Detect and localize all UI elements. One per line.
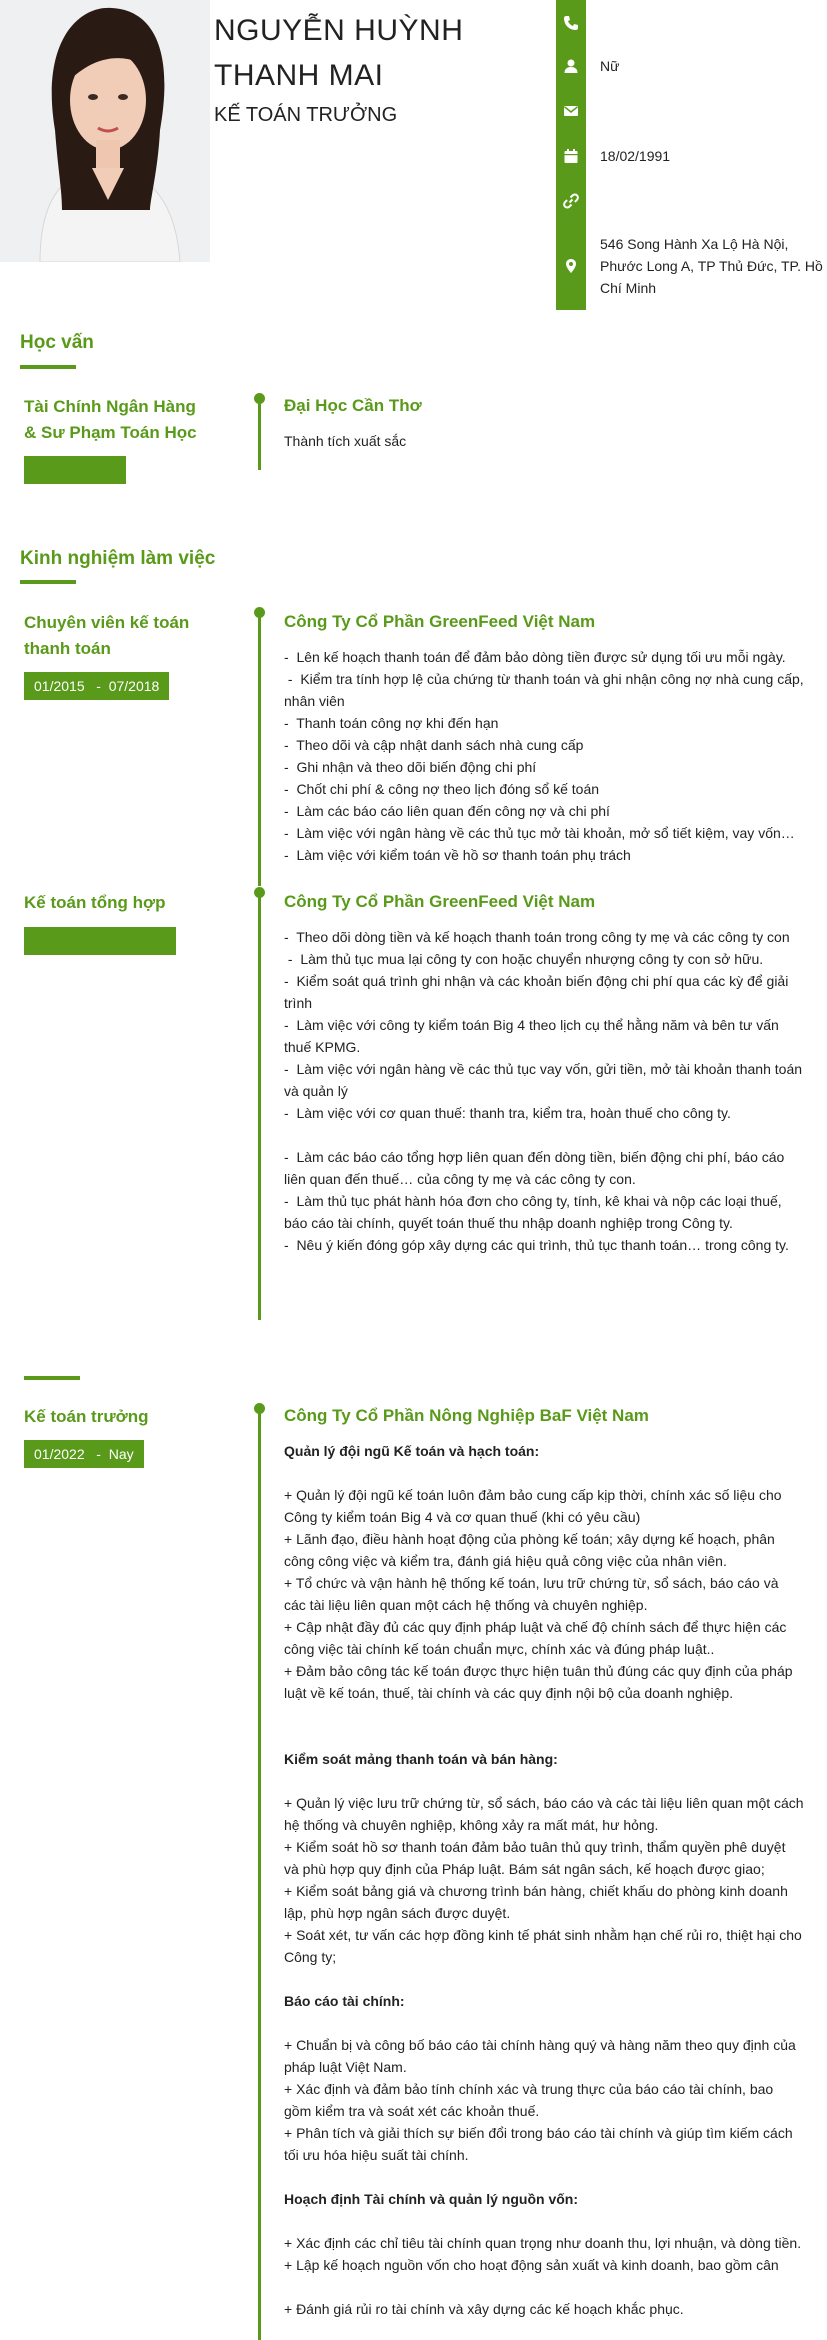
job-position: Chuyên viên kế toán thanh toán [24,613,190,658]
job-description-line: + Đảm bảo công tác kế toán được thực hiện tuân thủ đúng các quy định của pháp luật về kế toán, thuế, tài chính và các quy định nội bộ của doanh nghiệp. [284,1663,797,1701]
job-description-line [284,2276,804,2298]
job-description-line: - Làm các báo cáo tổng hợp liên quan đến dòng tiền, biến động chi phí, báo cáo liên quan đến thuế… của công ty mẹ và các công ty con. [284,1149,789,1187]
job-description-line [284,2166,804,2188]
job-description-line: + Quản lý đội ngũ kế toán luôn đảm bảo cung cấp kịp thời, chính xác số liệu cho Công ty kiểm toán Big 4 và cơ quan thuế (khi có yêu cầu) [284,1487,786,1525]
education-school: Đại Học Cần Thơ [284,396,422,415]
job-description-line: + Kiểm soát hồ sơ thanh toán đảm bảo tuân thủ quy trình, thẩm quyền phê duyệt và phù hợp quy định của Pháp luật. Bám sát ngân sách, kế hoạch được giao; [284,1839,790,1877]
job-description-line: - Làm việc với cơ quan thuế: thanh tra, kiểm tra, hoàn thuế cho công ty. [284,1105,731,1121]
job-description-line [284,2210,804,2232]
job-description-line: - Làm thủ tục phát hành hóa đơn cho công ty, tính, kê khai và nộp các loại thuế, báo cáo tài chính, quyết toán thuế thu nhập doanh nghiệp trong Công ty. [284,1193,786,1231]
job-description-line [284,1704,804,1726]
job-description-line: - Làm các báo cáo liên quan đến công nợ và chi phí [284,803,610,819]
job-description-line: - Thanh toán công nợ khi đến hạn [284,715,499,731]
job-description-line: - Kiểm tra tính hợp lệ của chứng từ thanh toán và ghi nhận công nợ nhà cung cấp, nhân viên [284,671,808,709]
job-description-line: + Lãnh đạo, điều hành hoạt động của phòng kế toán; xây dựng kế hoạch, phân công công việc và kiểm tra, đánh giá hiệu quả công việc của nhân viên. [284,1531,779,1569]
job-timeline-dot [254,607,265,618]
job-description-line: - Làm việc với công ty kiểm toán Big 4 theo lịch cụ thể hằng năm và bên tư vấn thuế KPMG. [284,1017,783,1055]
mail-icon [556,96,586,126]
job-description-line: + Chuẩn bị và công bố báo cáo tài chính hàng quý và hàng năm theo quy định của pháp luật Việt Nam. [284,2037,800,2075]
job-company: Công Ty Cổ Phần GreenFeed Việt Nam [284,612,596,631]
job-description-line [284,1968,804,1990]
job-description-line: + Cập nhật đầy đủ các quy định pháp luật và chế độ chính sách để thực hiện các công việc tài chính kế toán chuẩn mực, chính xác và đúng pháp luật.. [284,1619,791,1657]
education-underline [20,365,76,369]
job-timeline [258,612,261,886]
link-icon [556,186,586,216]
job-position: Kế toán trưởng [24,1407,149,1426]
job-description-line: + Xác định các chỉ tiêu tài chính quan trọng như doanh thu, lợi nhuận, và dòng tiền. [284,2235,802,2251]
divider [24,1376,80,1380]
job-description-line: - Theo dõi dòng tiền và kế hoạch thanh toán trong công ty mẹ và các công ty con [284,929,790,945]
job-description-line: - Nêu ý kiến đóng góp xây dựng các qui trình, thủ tục thanh toán… trong công ty. [284,1237,789,1253]
job-description-line: Quản lý đội ngũ Kế toán và hạch toán: [284,1443,540,1459]
job-description-line [284,1770,804,1792]
job-description-line: + Soát xét, tư vấn các hợp đồng kinh tế phát sinh nhằm hạn chế rủi ro, thiệt hại cho Công ty; [284,1927,806,1965]
job-description-line: Báo cáo tài chính: [284,1993,405,2009]
gender-value: Nữ [600,58,620,74]
experience-section-title: Kinh nghiệm làm việc [20,548,216,569]
job-description-line: - Chốt chi phí & công nợ theo lịch đóng sổ kế toán [284,781,600,797]
job-company: Công Ty Cổ Phần Nông Nghiệp BaF Việt Nam [284,1406,649,1425]
birthday-value: 18/02/1991 [600,148,671,164]
job-description-line: - Lên kế hoạch thanh toán để đảm bảo dòng tiền được sử dụng tối ưu mỗi ngày. [284,649,786,665]
job-description-line: - Làm thủ tục mua lại công ty con hoặc chuyển nhượng công ty con sở hữu. [284,951,764,967]
education-note [284,430,804,452]
job-description-line: + Lập kế hoạch nguồn vốn cho hoạt động sản xuất và kinh doanh, bao gồm cân [284,2257,779,2273]
job-description-line: + Xác định và đảm bảo tính chính xác và trung thực của báo cáo tài chính, bao gồm kiểm tra và soát xét các khoản thuế. [284,2081,778,2119]
job-timeline-dot [254,887,265,898]
education-date-badge [24,456,126,484]
education-major: Tài Chính Ngân Hàng & Sư Phạm Toán Học [24,397,197,442]
experience-underline [20,580,76,584]
job-description-line: - Làm việc với kiểm toán về hồ sơ thanh toán phụ trách [284,847,631,863]
job-description-line: - Làm việc với ngân hàng về các thủ tục mở tài khoản, mở sổ tiết kiệm, vay vốn… [284,825,795,841]
job-company: Công Ty Cổ Phần GreenFeed Việt Nam [284,892,596,911]
job-date-badge [24,927,176,955]
education-timeline [258,398,261,470]
candidate-name-line1: NGUYỄN HUỲNH [214,14,464,47]
job-description-line: - Theo dõi và cập nhật danh sách nhà cung cấp [284,737,584,753]
job-timeline [258,1408,261,2340]
job-date-badge: 01/2022 - Nay [24,1440,144,1468]
job-title: KẾ TOÁN TRƯỞNG [214,104,398,126]
job-description-line: - Làm việc với ngân hàng về các thủ tục vay vốn, gửi tiền, mở tài khoản thanh toán và quản lý [284,1061,806,1099]
phone-icon [556,8,586,38]
calendar-icon [556,141,586,171]
education-section-title: Học vấn [20,332,94,353]
location-icon [556,251,586,281]
job-description-line: Kiểm soát mảng thanh toán và bán hàng: [284,1751,558,1767]
job-date-badge: 01/2015 - 07/2018 [24,672,169,700]
education-timeline-dot [254,393,265,404]
job-timeline-dot [254,1403,265,1414]
job-description [284,926,804,1256]
candidate-name-line2: THANH MAI [214,59,384,92]
job-timeline [258,892,261,1320]
job-description-line: Hoạch định Tài chính và quản lý nguồn vốn: [284,2191,579,2207]
job-description-line [284,1124,804,1146]
profile-photo [0,0,210,262]
job-description-line: + Quản lý việc lưu trữ chứng từ, sổ sách, báo cáo và các tài liệu liên quan một cách hệ thống và chuyên nghiệp, không xảy ra mất mát, hư hỏng. [284,1795,808,1833]
job-description [284,646,808,866]
job-description-line: + Đánh giá rủi ro tài chính và xây dựng các kế hoạch khắc phục. [284,2301,684,2317]
candidate-name [214,8,534,98]
job-position: Kế toán tổng hợp [24,893,166,912]
job-description-line [284,1726,804,1748]
job-description-line [284,2012,804,2034]
job-description-line: - Kiểm soát quá trình ghi nhận và các khoản biến động chi phí qua các kỳ để giải trình [284,973,793,1011]
job-description-line [284,1462,804,1484]
user-icon [556,51,586,81]
job-description-line: + Kiểm soát bảng giá và chương trình bán hàng, chiết khấu do phòng kinh doanh lập, phù hợp ngân sách được duyệt. [284,1883,792,1921]
address-value: 546 Song Hành Xa Lộ Hà Nội, Phước Long A, TP Thủ Đức, TP. Hồ Chí Minh [600,236,823,296]
job-description [284,1440,808,2320]
profile-photo-illustration [0,0,210,262]
job-description-line: + Tổ chức và vận hành hệ thống kế toán, lưu trữ chứng từ, sổ sách, báo cáo và các tài liệu liên quan một cách hệ thống và chuyên nghiệp. [284,1575,783,1613]
education-note-text: Thành tích xuất sắc [284,433,407,449]
job-description-line: - Ghi nhận và theo dõi biến động chi phí [284,759,537,775]
job-description-line: + Phân tích và giải thích sự biến đổi trong báo cáo tài chính và giúp tìm kiếm cách tối ưu hóa hiệu suất tài chính. [284,2125,797,2163]
